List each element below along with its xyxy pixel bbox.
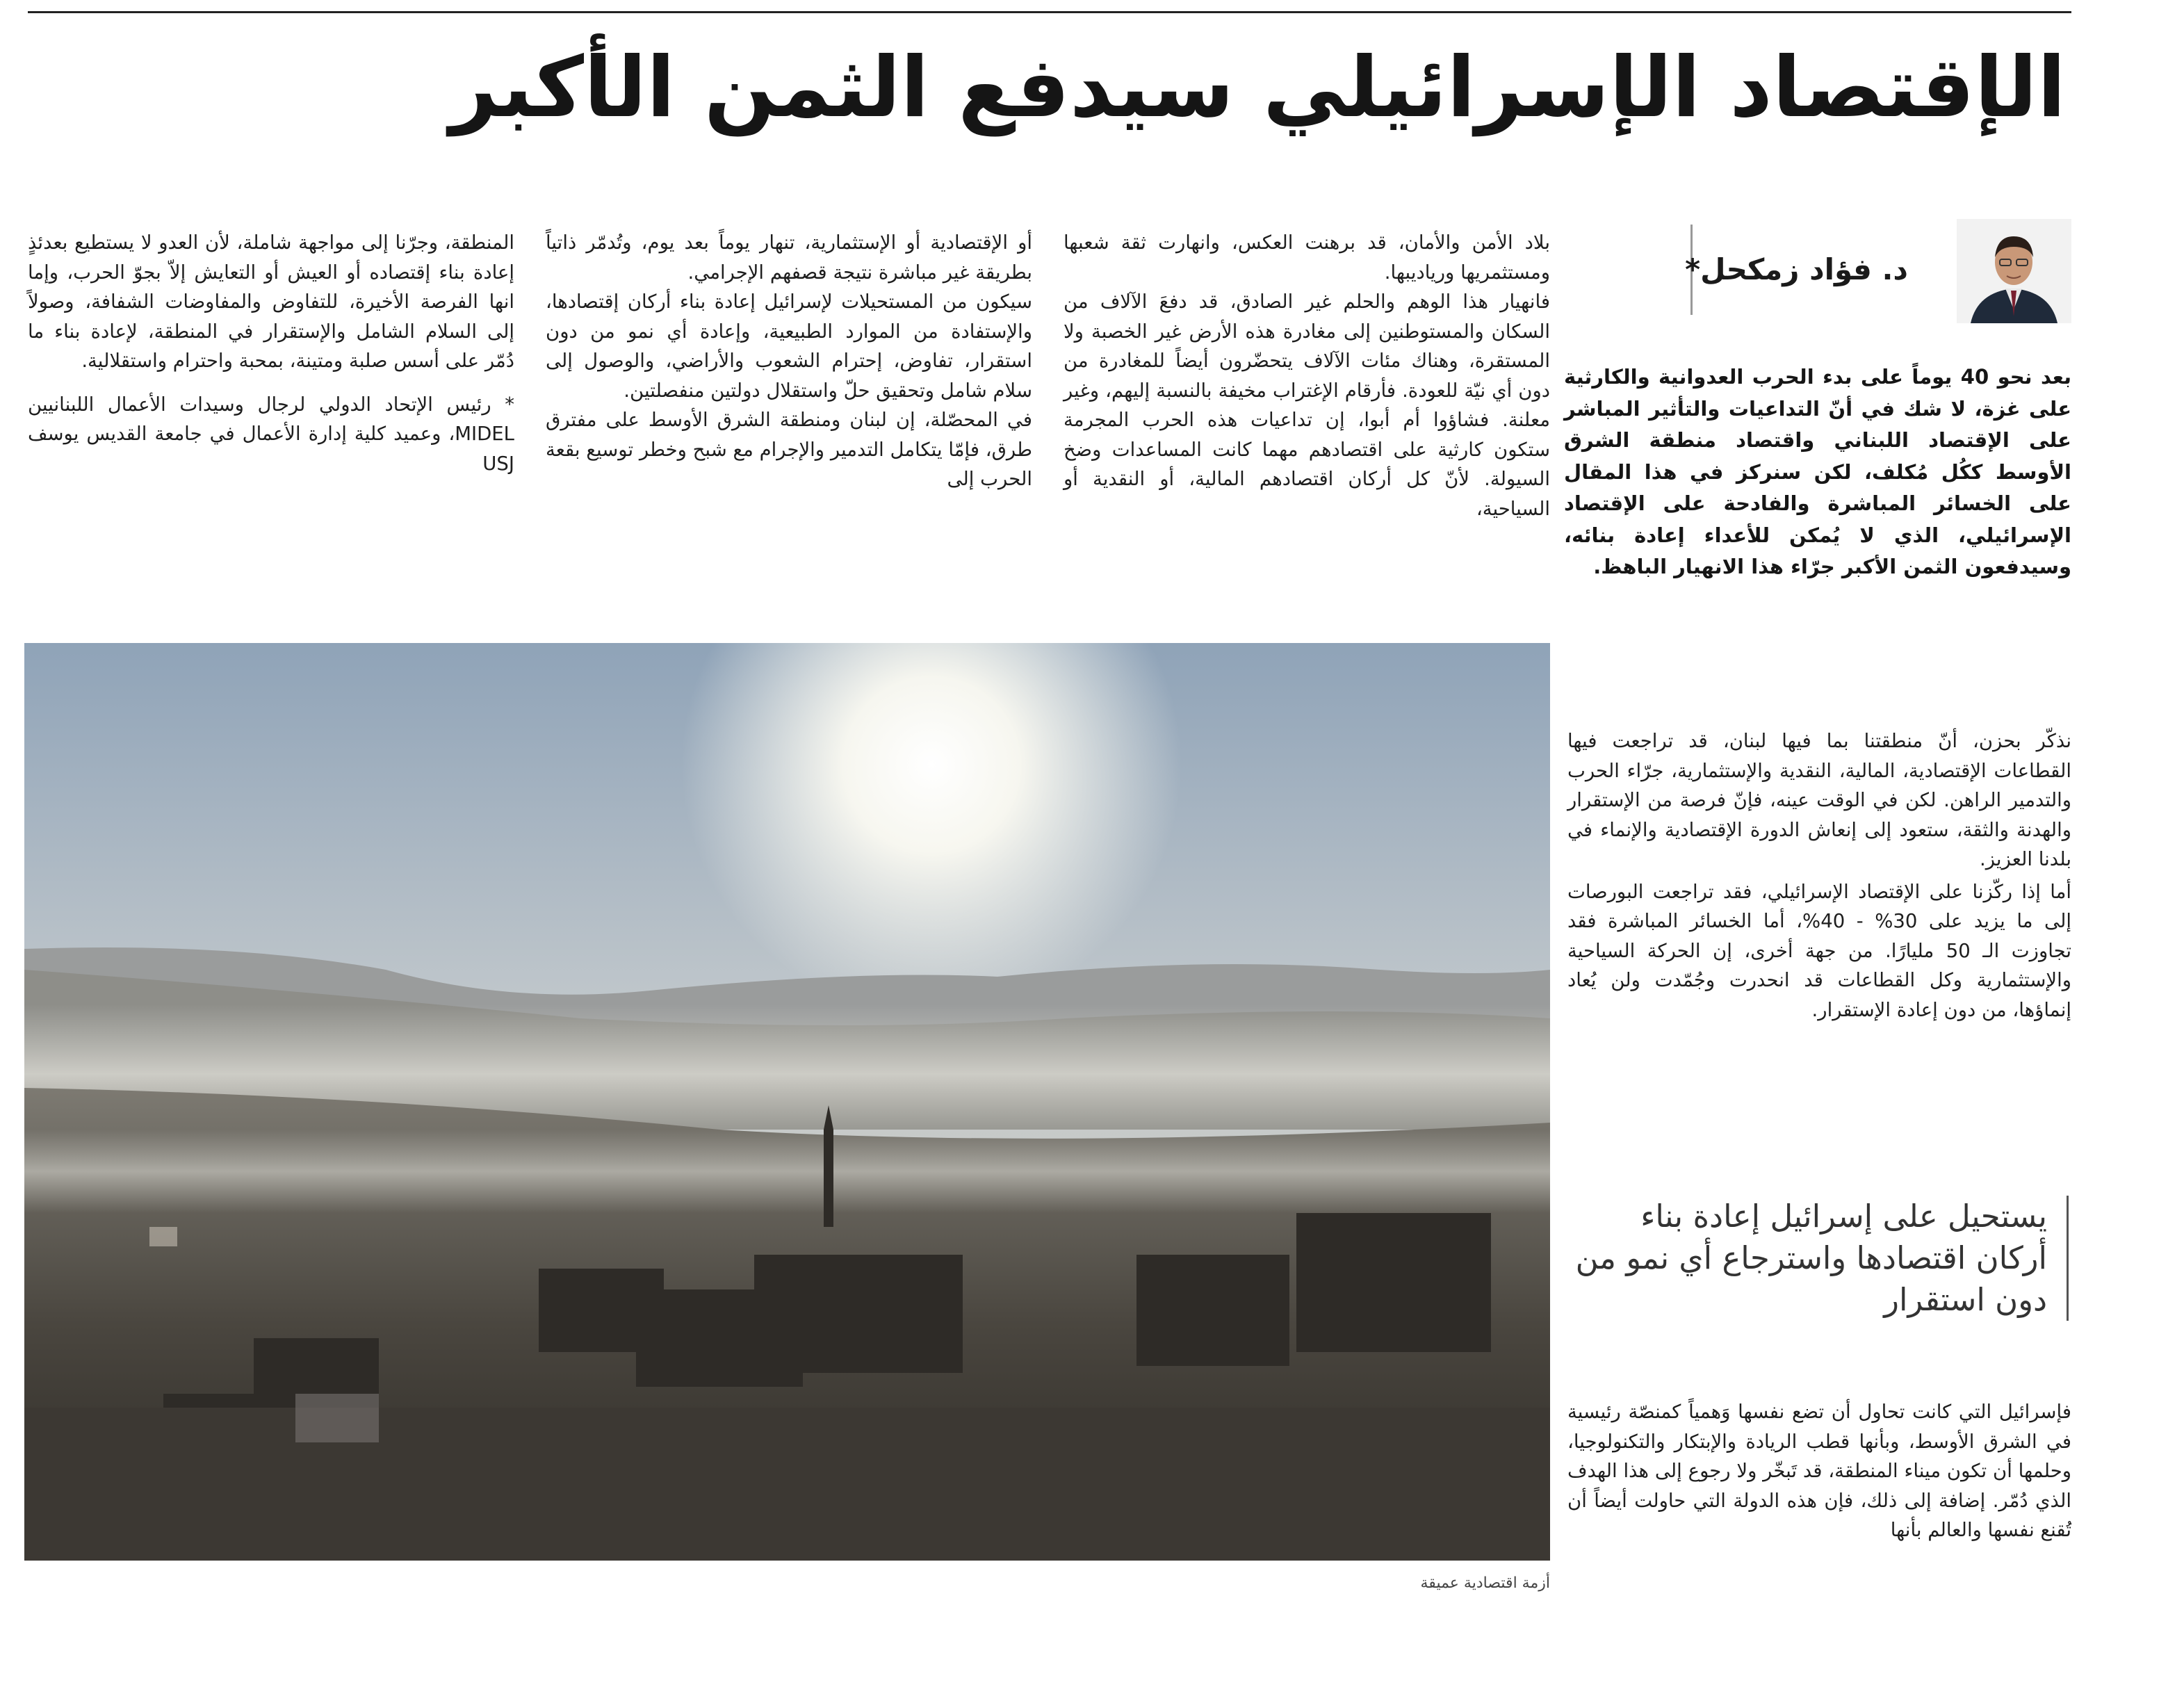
author-box — [1562, 219, 2071, 323]
headline: الإقتصاد الإسرائيلي سيدفع الثمن الأكبر — [449, 40, 2066, 136]
body-column-1a — [1567, 726, 2071, 1025]
top-rule — [28, 11, 2071, 13]
body-column-2: بلاد الأمن والأمان، قد برهنت العكس، وانهارت ثقة شعبها ومستثمريها ورياديبها. فانهيار هذا الوهم والحلم غير الصادق، قد دفعَ الآلاف من السكان والمستوطنين إلى مغادرة هذه الأرض غير الخصبة ولا المستقرة، وهناك مئات الآلاف يتحضّرون أيضاً للمغادرة من دون أي نيّة للعودة. فأرقام الإغتراب مخيفة بالنسبة إليهم، وغير معلنة. فشاؤوا أم أبوا، إن تداعيات هذه الحرب المجرمة ستكون كارثية على اقتصادهم مهما كانت المساعدات وضخ السيولة. لأنّ كل أركان اقتصادهم المالية، أو النقدية أو السياحية، — [1064, 231, 1550, 520]
photo-caption: أزمة اقتصادية عميقة — [1420, 1574, 1550, 1592]
body-paragraph: نذكّر بحزن، أنّ منطقتنا بما فيها لبنان، قد تراجعت فيها القطاعات الإقتصادية، المالية، النقدية والإستثمارية، جرّاء الحرب والتدمير الراهن. لكن في الوقت عينه، فإنّ فرصة من الإستقرار والهدنة والثقة، ستعود إلى إنعاش الدورة الإقتصادية والإنماء في بلدنا العزيز. — [1567, 730, 2071, 870]
article-photo — [24, 643, 1550, 1561]
lead-paragraph: بعد نحو 40 يوماً على بدء الحرب العدوانية والكارثية على غزة، لا شك في أنّ التداعيات والتأثير المباشر على الإقتصاد اللبناني واقتصاد منطقة الشرق الأوسط ككُل مُكلف، لكن سنركز في هذا المقال على الخسائر المباشرة والفادحة على الإقتصاد الإسرائيلي، الذي لا يُمكن للأعداء إعادة بنائه، وسيدفعون الثمن الأكبر جرّاء هذا الانهيار الباهظ. — [1564, 365, 2071, 578]
body-paragraph: فإسرائيل التي كانت تحاول أن تضع نفسها وَهمياً كمنصّة رئيسية في الشرق الأوسط، وبأنها قطب الريادة والإبتكار والتكنولوجيا، وحلمها أن تكون ميناء المنطقة، قد تَبخّر ولا رجوع إلى هذا الهدف الذي دُمّر. إضافة إلى ذلك، فإن هذه الدولة التي حاولت أيضاً أن تُقنع نفسها والعالم بأنها — [1567, 1401, 2071, 1541]
body-column-3: أو الإقتصادية أو الإستثمارية، تنهار يوماً بعد يوم، وتُدمّر ذاتياً بطريقة غير مباشرة نتيجة قصفهم الإجرامي. سيكون من المستحيلات لإسرائيل إعادة بناء أركان إقتصادها، والإستفادة من الموارد الطبيعية، وإعادة أي نمو من دون استقرار، تفاوض، إحترام الشعوب والأراضي، والوصول إلى سلام شامل وتحقيق حلّ واستقلال دولتين منفصلتين. في المحصّلة، إن لبنان ومنطقة الشرق الأوسط على مفترق طرق، فإمّا يتكامل التدمير والإجرام مع شبح وخطر توسيع بقعة الحرب إلى — [546, 231, 1032, 490]
body-paragraph: أما إذا ركّزنا على الإقتصاد الإسرائيلي، فقد تراجعت البورصات إلى ما يزيد على 30% - 40%، أما الخسائر المباشرة فقد تجاوزت الـ 50 مليارًا. من جهة أخرى، إن الحركة السياحية والإستثمارية وكل القطاعات قد انحدرت وجُمّدت ولن يُعاد إنماؤها، من دون إعادة الإستقرار. — [1567, 880, 2072, 1021]
pull-quote: يستحيل على إسرائيل إعادة بناء أركان اقتصادها واسترجاع أي نمو من دون استقرار — [1567, 1196, 2069, 1321]
author-portrait — [1957, 219, 2071, 323]
author-name: د. فؤاد زمكحل* — [1685, 252, 1908, 286]
body-paragraph: المنطقة، وجرّنا إلى مواجهة شاملة، لأن العدو لا يستطيع بعدئذٍ إعادة بناء إقتصاده أو العيش أو التعايش إلاّ بجوّ الحرب، وإما انها الفرصة الأخيرة، للتفاوض والمفاوضات الشفافة، وصولاً إلى السلام الشامل والإستقرار في المنطقة، لإعادة بناء ما دُمّر على أسس صلبة ومتينة، بمحبة واحترام واستقلالية. — [28, 231, 514, 372]
body-column-1b — [1567, 1397, 2071, 1545]
footnote: * رئيس الإتحاد الدولي لرجال وسيدات الأعمال اللبنانيين MIDEL، وعميد كلية إدارة الأعمال في جامعة القديس يوسف USJ — [28, 393, 514, 475]
body-column-4 — [28, 228, 514, 478]
